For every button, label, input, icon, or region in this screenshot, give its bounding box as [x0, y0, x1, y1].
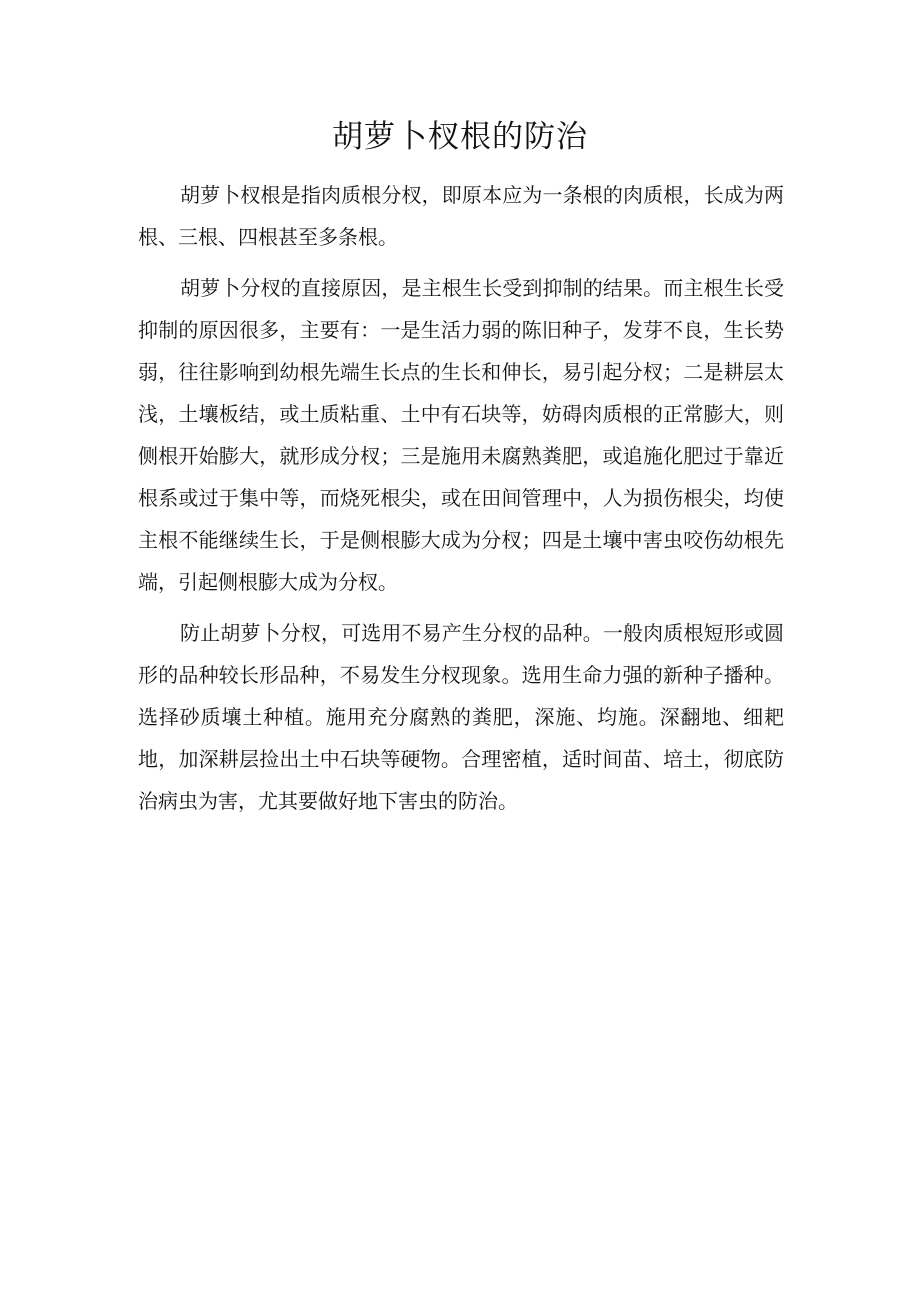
document-body: [138, 174, 784, 831]
paragraph-causes: 胡萝卜分杈的直接原因，是主根生长受到抑制的结果。而主根生长受抑制的原因很多，主要有：一是生活力弱的陈旧种子，发芽不良，生长势弱，往往影响到幼根先端生长点的生长和伸长，易引起分杈；二是耕层太浅，土壤板结，或土质粘重、土中有石块等，妨碍肉质根的正常膨大，则侧根开始膨大，就形成分杈；三是施用未腐熟粪肥，或追施化肥过于靠近根系或过于集中等，而烧死根尖，或在田间管理中，人为损伤根尖，均使主根不能继续生长，于是侧根膨大成为分杈；四是土壤中害虫咬伤幼根先端，引起侧根膨大成为分杈。: [138, 276, 784, 594]
paragraph-definition: 胡萝卜杈根是指肉质根分杈，即原本应为一条根的肉质根，长成为两根、三根、四根甚至多条根。: [138, 183, 784, 249]
document-title: 胡萝卜杈根的防治: [332, 119, 588, 155]
paragraph-prevention: 防止胡萝卜分杈，可选用不易产生分杈的品种。一般肉质根短形或圆形的品种较长形品种，不易发生分杈现象。选用生命力强的新种子播种。选择砂质壤土种植。施用充分腐熟的粪肥，深施、均施。深翻地、细耙地，加深耕层捡出土中石块等硬物。合理密植，适时间苗、培土，彻底防治病虫为害，尤其要做好地下害虫的防治。: [138, 621, 784, 813]
